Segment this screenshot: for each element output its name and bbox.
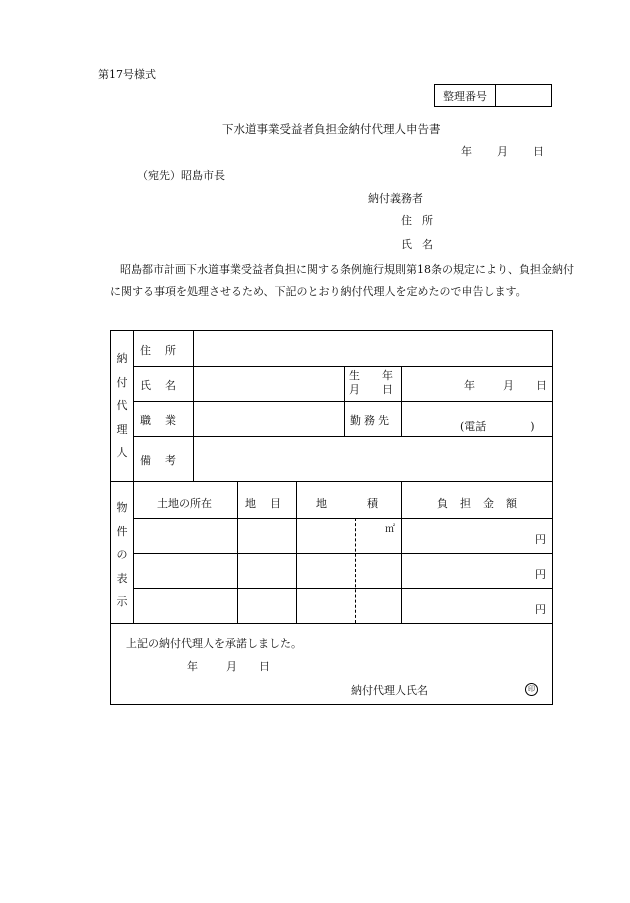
date-day-label: 日: [533, 145, 544, 158]
consent-month-label: 月: [226, 660, 237, 673]
date-year-label: 年: [461, 145, 472, 158]
birthdate-month-label: 月: [503, 379, 514, 392]
addressee: （宛先）昭島市長: [137, 169, 225, 182]
obligor-name-label: 氏名: [401, 238, 443, 251]
document-title: 下水道事業受益者負担金納付代理人申告書: [222, 122, 441, 136]
employer-label: 勤務先: [350, 414, 392, 427]
birthdate-label-bottom: 月 日: [349, 383, 393, 396]
agent-address-label: 住所: [140, 344, 190, 357]
reference-number-label: 整理番号: [435, 85, 496, 106]
obligor-heading: 納付義務者: [368, 192, 423, 205]
agent-address-field[interactable]: [197, 333, 549, 364]
seal-icon: 印: [525, 683, 538, 696]
date-month-label: 月: [497, 145, 508, 158]
amount-header: 負担金額: [437, 497, 529, 510]
agent-remarks-label: 備考: [140, 454, 190, 467]
consent-year-label: 年: [187, 660, 198, 673]
birthdate-day-label: 日: [536, 379, 547, 392]
reference-number-field[interactable]: [496, 85, 551, 106]
location-header: 土地の所在: [157, 497, 212, 510]
agent-occupation-label: 職業: [140, 414, 190, 427]
birthdate-year-label: 年: [464, 379, 475, 392]
obligor-address-label: 住所: [401, 214, 443, 227]
yen-label-row2: 円: [535, 568, 546, 581]
area-header: 地積: [316, 497, 418, 510]
reference-number-box: [434, 84, 552, 107]
property-section-label: 物 件 の 表 示: [116, 501, 128, 608]
agent-occupation-field[interactable]: [197, 404, 341, 434]
yen-label-row1: 円: [535, 533, 546, 546]
yen-label-row3: 円: [535, 603, 546, 616]
consent-day-label: 日: [259, 660, 270, 673]
chimoku-header: 地目: [245, 497, 295, 510]
agent-remarks-field[interactable]: [197, 439, 549, 479]
agent-name-field[interactable]: [197, 369, 341, 399]
form-number: 第17号様式: [98, 68, 156, 81]
agent-name-label: 氏名: [140, 379, 190, 392]
birthdate-label-top: 生 年: [349, 369, 393, 382]
form-table: [110, 330, 553, 705]
declaration-text: 昭島都市計画下水道事業受益者負担に関する条例施行規則第18条の規定により、負担金納付に関する事項を処理させるため、下記のとおり納付代理人を定めたので申告します。: [110, 263, 574, 298]
birthdate-label: [349, 369, 393, 397]
agent-section-label: 納 付 代 理 人: [116, 352, 128, 459]
consent-text: 上記の納付代理人を承諾しました。: [126, 637, 302, 650]
employer-phone-label: (電話 ): [460, 420, 535, 433]
agent-signature-label: 納付代理人氏名: [351, 684, 428, 697]
area-unit: ㎡: [385, 524, 395, 535]
